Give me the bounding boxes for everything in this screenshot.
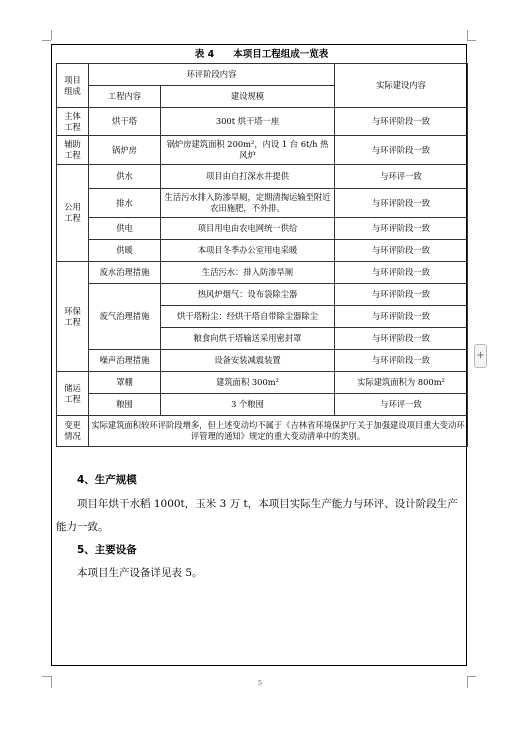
section-5-heading: 5、主要设备 [77, 544, 137, 556]
header-composition: 项目 组成 [57, 64, 89, 108]
row-category: 储运 工程 [57, 372, 89, 416]
row-content: 供暖 [89, 240, 161, 262]
page-number: 5 [257, 679, 263, 687]
row-scale: 生活污水排入防渗旱厕，定期清掏运输至附近农田施肥，不外排。 [161, 189, 335, 218]
table-row [57, 372, 468, 394]
row-content: 粮囤 [89, 394, 161, 416]
row-scale: 建筑面积 300m² [161, 372, 335, 394]
row-content: 废水治理措施 [89, 262, 161, 284]
section-4-heading: 4、生产规模 [77, 474, 137, 486]
row-scale: 项目由自打深水井提供 [161, 165, 335, 189]
row-actual: 与环评阶段一致 [335, 108, 468, 136]
crop-mark [51, 30, 52, 40]
row-content: 锅炉房 [89, 136, 161, 165]
row-content: 供水 [89, 165, 161, 189]
crop-mark [42, 676, 51, 677]
row-actual: 与环评阶段一致 [335, 240, 468, 262]
row-scale: 3 个粮囤 [161, 394, 335, 416]
row-scale: 烘干塔粉尘：经烘干塔自带除尘器除尘 [161, 306, 335, 328]
row-category: 公用 工程 [57, 165, 89, 262]
row-actual: 与环评阶段一致 [335, 218, 468, 240]
row-content: 噪声治理措施 [89, 350, 161, 372]
row-content: 罩棚 [89, 372, 161, 394]
row-category: 主体 工程 [57, 108, 89, 136]
table-row [57, 108, 468, 136]
crop-mark [467, 30, 468, 40]
header-scale: 建设规模 [161, 86, 335, 108]
row-category: 辅助 工程 [57, 136, 89, 165]
crop-mark [51, 676, 52, 688]
crop-mark [467, 676, 468, 688]
table-row [57, 136, 468, 165]
row-scale: 热风炉烟气：设布袋除尘器 [161, 284, 335, 306]
table-row [57, 240, 468, 262]
change-text: 实际建筑面积较环评阶段增多，但上述变动均不属于《吉林省环境保护厅关于加强建设项目重大变动环评管理的通知》规定的重大变动清单中的类别。 [89, 416, 468, 447]
row-scale: 粮食向烘干塔输送采用密封罩 [161, 328, 335, 350]
row-scale: 设备安装减震装置 [161, 350, 335, 372]
table-row [57, 165, 468, 189]
header-actual: 实际建设内容 [335, 64, 468, 108]
table-row [57, 394, 468, 416]
table-row [57, 262, 468, 284]
row-actual: 与环评阶段一致 [335, 262, 468, 284]
row-scale: 300t 烘干塔一座 [161, 108, 335, 136]
table-row [57, 284, 468, 306]
row-scale: 本项目冬季办公室用电采暖 [161, 240, 335, 262]
header-content: 工程内容 [89, 86, 161, 108]
row-content: 排水 [89, 189, 161, 218]
row-actual: 与环评阶段一致 [335, 284, 468, 306]
row-actual: 与环评一致 [335, 165, 468, 189]
row-actual: 与环评阶段一致 [335, 136, 468, 165]
row-content: 供电 [89, 218, 161, 240]
table-row-change [57, 416, 468, 447]
table-row [57, 218, 468, 240]
row-actual: 与环评一致 [335, 394, 468, 416]
section-5-text: 本项目生产设备详见表 5。 [77, 567, 203, 579]
section-4-text-line1: 项目年烘干水稻 1000t，玉米 3 万 t，本项目实际生产能力与环评、设计阶段生产 [77, 498, 458, 510]
table-row [57, 189, 468, 218]
row-content: 烘干塔 [89, 108, 161, 136]
table-caption: 表 4 本项目工程组成一览表 [194, 49, 329, 60]
table-row [57, 350, 468, 372]
row-actual: 实际建筑面积为 800m² [335, 372, 468, 394]
row-actual: 与环评阶段一致 [335, 328, 468, 350]
row-content: 废气治理措施 [89, 284, 161, 350]
crop-mark [42, 40, 51, 41]
row-category: 环保 工程 [57, 262, 89, 372]
section-4-text-line2: 能力一致。 [56, 521, 109, 533]
expand-button[interactable]: + [474, 344, 487, 368]
row-actual: 与环评阶段一致 [335, 306, 468, 328]
row-scale: 生活污水：排入防渗旱厕 [161, 262, 335, 284]
row-actual: 与环评阶段一致 [335, 189, 468, 218]
row-scale: 锅炉房建筑面积 200m²，内设 1 台 6t/h 热风炉 [161, 136, 335, 165]
row-scale: 项目用电由农电网统一供给 [161, 218, 335, 240]
row-actual: 与环评阶段一致 [335, 350, 468, 372]
header-eia-stage: 环评阶段内容 [89, 64, 335, 86]
crop-mark [467, 40, 476, 41]
change-label: 变更 情况 [57, 416, 89, 447]
project-composition-table [56, 63, 468, 447]
crop-mark [467, 676, 476, 677]
